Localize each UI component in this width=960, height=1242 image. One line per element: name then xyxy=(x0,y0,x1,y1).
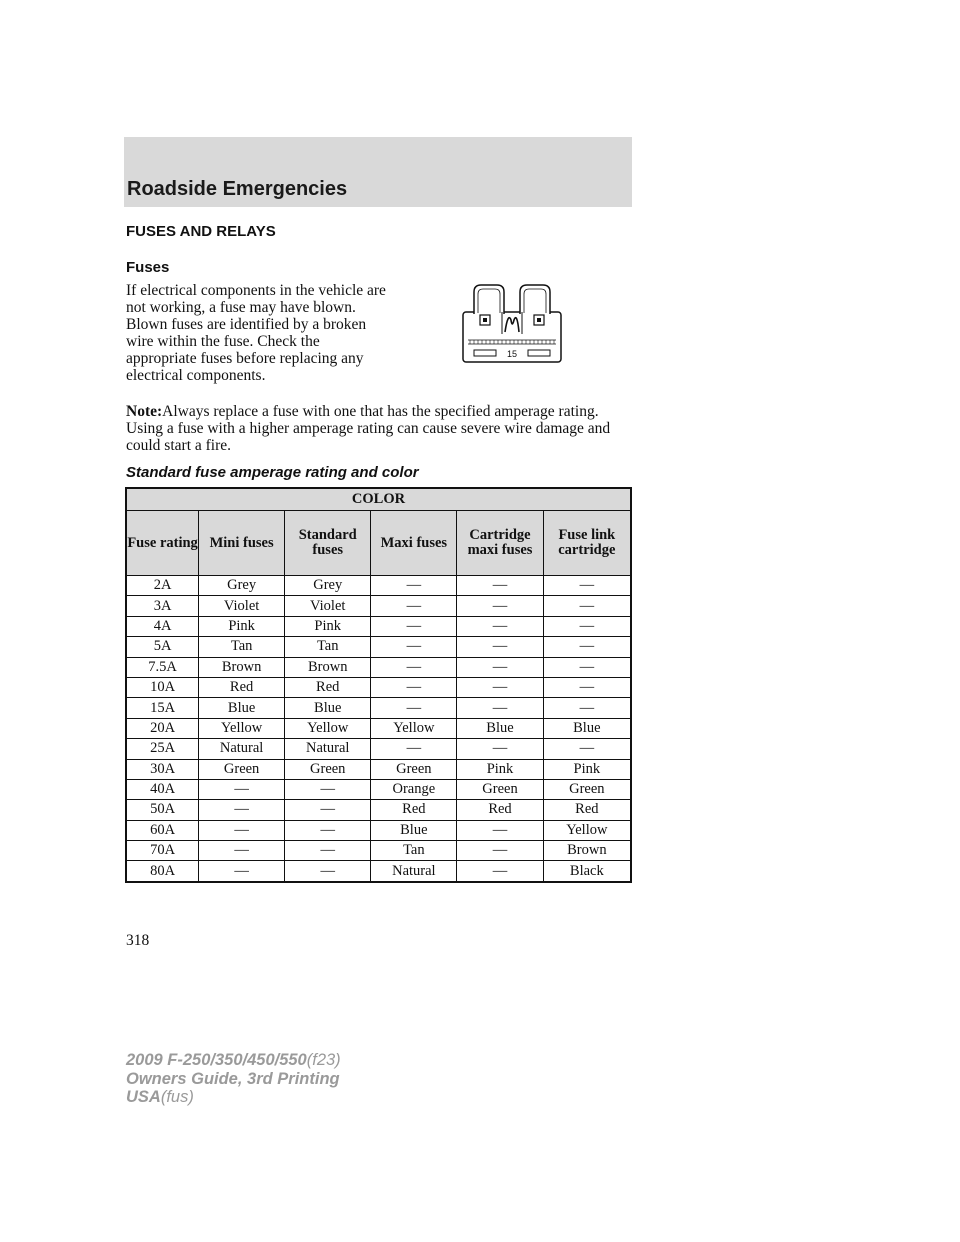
column-header: Cartridge maxi fuses xyxy=(457,511,543,576)
table-cell: Violet xyxy=(285,596,371,616)
table-cell: Natural xyxy=(199,739,285,759)
footer-line-3: USA(fus) xyxy=(126,1088,194,1106)
table-cell: Pink xyxy=(285,616,371,636)
table-cell: — xyxy=(285,820,371,840)
column-header: Fuse rating xyxy=(126,511,199,576)
table-cell: — xyxy=(457,698,543,718)
table-cell: Blue xyxy=(199,698,285,718)
table-cell: — xyxy=(371,657,457,677)
table-cell: 70A xyxy=(126,841,199,861)
table-cell: — xyxy=(457,739,543,759)
table-cell: Blue xyxy=(543,718,631,738)
table-cell: — xyxy=(457,576,543,596)
table-row xyxy=(126,820,631,840)
table-cell: Orange xyxy=(371,779,457,799)
table-cell: Green xyxy=(199,759,285,779)
table-cell: — xyxy=(457,861,543,882)
footer-line-1: 2009 F-250/350/450/550(f23) xyxy=(126,1051,341,1069)
fuse-illustration xyxy=(462,282,562,364)
table-row xyxy=(126,759,631,779)
table-row xyxy=(126,841,631,861)
table-cell: Blue xyxy=(285,698,371,718)
table-cell: Yellow xyxy=(285,718,371,738)
intro-paragraph: If electrical components in the vehicle are not working, a fuse may have blown. Blown fuses are identified by a broken wire within the fuse. Check the appropriate fuses before replacing any electrical components. xyxy=(126,282,386,384)
table-cell: — xyxy=(371,637,457,657)
table-cell: Tan xyxy=(371,841,457,861)
table-cell: Brown xyxy=(199,657,285,677)
table-row xyxy=(126,779,631,799)
table-cell: Green xyxy=(285,759,371,779)
table-cell: — xyxy=(543,576,631,596)
table-cell: — xyxy=(199,779,285,799)
table-row xyxy=(126,616,631,636)
table-cell: Natural xyxy=(285,739,371,759)
table-cell: — xyxy=(543,616,631,636)
table-row xyxy=(126,576,631,596)
table-cell: Red xyxy=(457,800,543,820)
sub-heading: Fuses xyxy=(126,259,170,276)
table-cell: — xyxy=(457,841,543,861)
table-row xyxy=(126,739,631,759)
table-cell: 30A xyxy=(126,759,199,779)
table-cell: Pink xyxy=(457,759,543,779)
table-cell: — xyxy=(199,800,285,820)
table-cell: Red xyxy=(285,677,371,697)
table-cell: — xyxy=(199,841,285,861)
table-cell: — xyxy=(457,657,543,677)
table-cell: — xyxy=(543,698,631,718)
table-cell: 4A xyxy=(126,616,199,636)
table-row xyxy=(126,861,631,882)
table-row xyxy=(126,657,631,677)
table-cell: — xyxy=(371,596,457,616)
table-cell: Brown xyxy=(285,657,371,677)
table-cell: 20A xyxy=(126,718,199,738)
table-cell: Red xyxy=(199,677,285,697)
section-heading: FUSES AND RELAYS xyxy=(126,223,276,240)
table-cell: 40A xyxy=(126,779,199,799)
table-cell: — xyxy=(371,616,457,636)
table-cell: — xyxy=(457,677,543,697)
note-paragraph xyxy=(126,403,634,454)
table-cell: — xyxy=(457,616,543,636)
table-cell: 10A xyxy=(126,677,199,697)
table-cell: 2A xyxy=(126,576,199,596)
table-cell: — xyxy=(199,861,285,882)
table-cell: Pink xyxy=(199,616,285,636)
table-cell: — xyxy=(371,739,457,759)
table-cell: Grey xyxy=(285,576,371,596)
table-cell: Green xyxy=(457,779,543,799)
column-header: Maxi fuses xyxy=(371,511,457,576)
fuse-color-table xyxy=(125,487,632,883)
table-cell: — xyxy=(285,841,371,861)
table-cell: — xyxy=(371,698,457,718)
table-row xyxy=(126,596,631,616)
table-cell: Brown xyxy=(543,841,631,861)
column-header: Standard fuses xyxy=(285,511,371,576)
table-cell: — xyxy=(457,637,543,657)
color-group-header: COLOR xyxy=(126,488,631,511)
table-cell: Pink xyxy=(543,759,631,779)
table-cell: Tan xyxy=(285,637,371,657)
table-cell: Red xyxy=(543,800,631,820)
table-cell: 50A xyxy=(126,800,199,820)
page-number: 318 xyxy=(126,932,150,949)
page-header-title: Roadside Emergencies xyxy=(127,178,348,200)
table-row xyxy=(126,698,631,718)
table-cell: 3A xyxy=(126,596,199,616)
column-header: Fuse link cartridge xyxy=(543,511,631,576)
table-cell: — xyxy=(285,861,371,882)
table-cell: — xyxy=(371,576,457,596)
table-cell: — xyxy=(543,739,631,759)
table-cell: — xyxy=(199,820,285,840)
table-caption: Standard fuse amperage rating and color xyxy=(126,464,419,481)
table-cell: — xyxy=(285,779,371,799)
table-row xyxy=(126,677,631,697)
table-cell: 15A xyxy=(126,698,199,718)
table-cell: Blue xyxy=(371,820,457,840)
table-cell: Green xyxy=(371,759,457,779)
table-cell: 7.5A xyxy=(126,657,199,677)
table-cell: — xyxy=(543,657,631,677)
table-row xyxy=(126,800,631,820)
table-cell: — xyxy=(543,637,631,657)
table-cell: — xyxy=(457,596,543,616)
table-cell: 25A xyxy=(126,739,199,759)
table-cell: Red xyxy=(371,800,457,820)
table-cell: 80A xyxy=(126,861,199,882)
table-cell: — xyxy=(457,820,543,840)
table-cell: Yellow xyxy=(199,718,285,738)
document-footer xyxy=(126,1051,341,1107)
table-cell: Yellow xyxy=(543,820,631,840)
table-cell: Violet xyxy=(199,596,285,616)
table-cell: — xyxy=(543,677,631,697)
table-cell: Yellow xyxy=(371,718,457,738)
note-text: Always replace a fuse with one that has the specified amperage rating. Using a fuse with a higher amperage rating can cause severe wire damage and could start a fire. xyxy=(126,403,611,454)
fuse-rating-label: 15 xyxy=(506,349,518,359)
table-row xyxy=(126,637,631,657)
table-cell: Blue xyxy=(457,718,543,738)
table-cell: Grey xyxy=(199,576,285,596)
table-cell: Tan xyxy=(199,637,285,657)
table-cell: Green xyxy=(543,779,631,799)
note-label: Note: xyxy=(126,403,163,420)
column-header: Mini fuses xyxy=(199,511,285,576)
table-cell: Natural xyxy=(371,861,457,882)
table-cell: — xyxy=(285,800,371,820)
table-cell: 60A xyxy=(126,820,199,840)
table-cell: — xyxy=(543,596,631,616)
table-row xyxy=(126,718,631,738)
footer-line-2: Owners Guide, 3rd Printing xyxy=(126,1069,340,1088)
table-cell: — xyxy=(371,677,457,697)
table-cell: Black xyxy=(543,861,631,882)
table-cell: 5A xyxy=(126,637,199,657)
